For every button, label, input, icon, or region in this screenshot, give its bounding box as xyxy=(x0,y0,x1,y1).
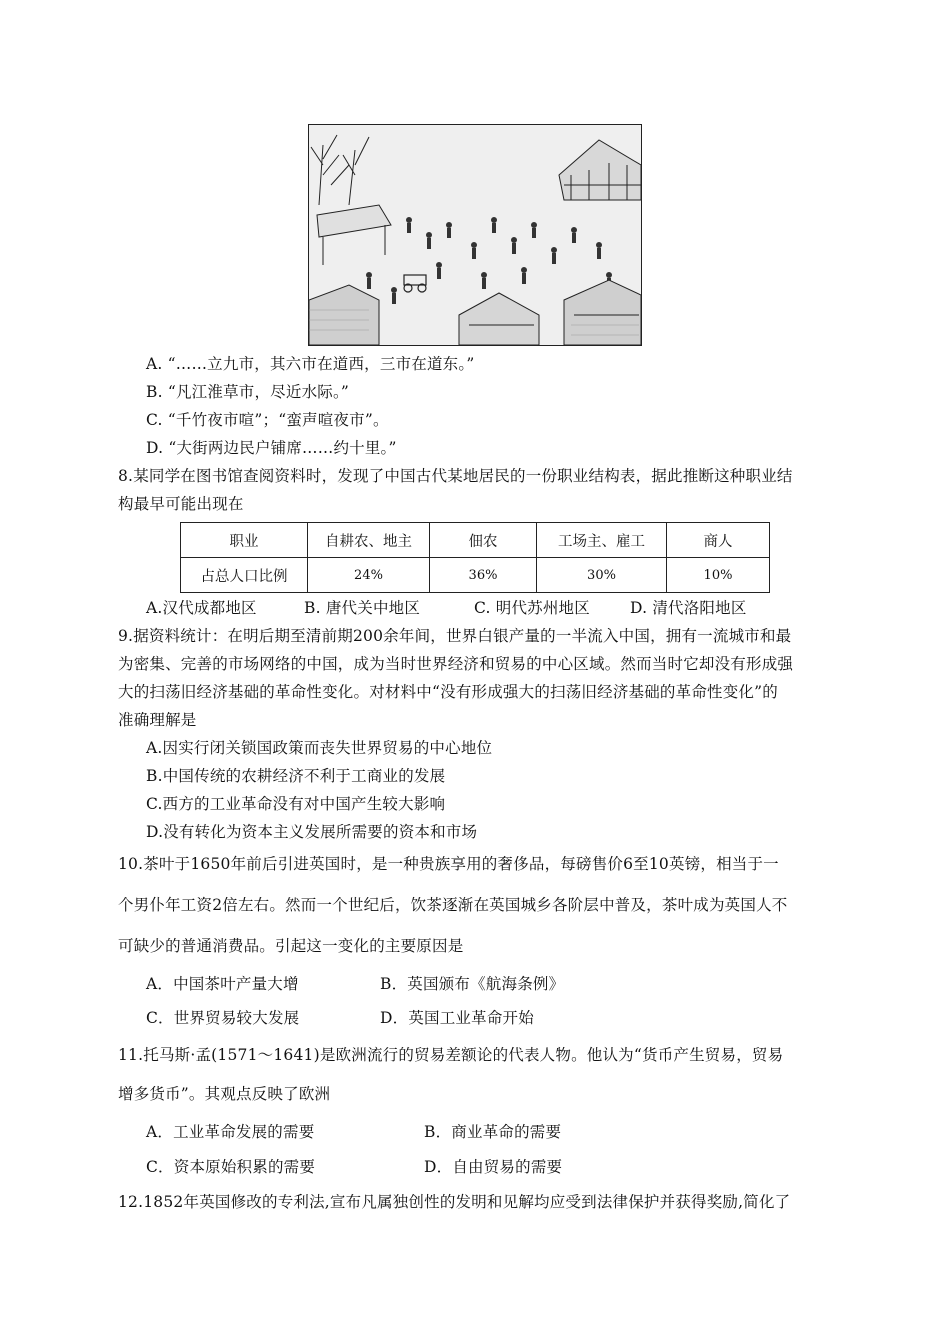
table-header-cell: 佃农 xyxy=(430,523,537,558)
q8-stem-line-2: 构最早可能出现在 xyxy=(118,495,244,513)
table-row xyxy=(181,558,770,593)
table-cell: 24% xyxy=(308,558,430,593)
q10-stem-line-3: 可缺少的普通消费品。引起这一变化的主要原因是 xyxy=(118,937,464,955)
q9-option-c: C.西方的工业革命没有对中国产生较大影响 xyxy=(146,795,446,813)
table-cell: 36% xyxy=(430,558,537,593)
q9-stem-line-3: 大的扫荡旧经济基础的革命性变化。对材料中“没有形成强大的扫荡旧经济基础的革命性变化”的 xyxy=(118,683,778,701)
q11-stem-line-1: 11.托马斯·孟(1571～1641)是欧洲流行的贸易差额论的代表人物。他认为“货币产生贸易，贸易 xyxy=(118,1046,784,1064)
q9-option-d: D.没有转化为资本主义发展所需要的资本和市场 xyxy=(146,823,478,841)
q10-option-b: B．英国颁布《航海条例》 xyxy=(380,975,565,993)
q9-stem-line-1: 9.据资料统计：在明后期至清前期200余年间，世界白银产量的一半流入中国，拥有一流城市和最 xyxy=(118,627,792,645)
table-cell: 30% xyxy=(537,558,667,593)
q10-stem-line-2: 个男仆年工资2倍左右。然而一个世纪后，饮茶逐渐在英国城乡各阶层中普及，茶叶成为英国人不 xyxy=(118,896,788,914)
market-scene-image xyxy=(308,124,642,346)
q11-option-a: A．工业革命发展的需要 xyxy=(146,1123,315,1141)
q7-option-c: C. “千竹夜市喧”；“蛮声喧夜市”。 xyxy=(146,411,389,429)
q10-stem-line-1: 10.茶叶于1650年前后引进英国时，是一种贵族享用的奢侈品，每磅售价6至10英镑，相当于一 xyxy=(118,855,779,873)
q11-option-d: D．自由贸易的需要 xyxy=(424,1158,563,1176)
q11-option-c: C．资本原始积累的需要 xyxy=(146,1158,316,1176)
q8-option-d: D. 清代洛阳地区 xyxy=(630,599,747,617)
q9-stem-line-2: 为密集、完善的市场网络的中国，成为当时世界经济和贸易的中心区域。然而当时它却没有形成强 xyxy=(118,655,794,673)
table-header-cell: 商人 xyxy=(667,523,770,558)
table-header-cell: 职业 xyxy=(181,523,308,558)
table-header-cell: 自耕农、地主 xyxy=(308,523,430,558)
q12-stem-line-1: 12.1852年英国修改的专利法,宣布凡属独创性的发明和见解均应受到法律保护并获得奖励,简化了 xyxy=(118,1193,791,1211)
q11-stem-line-2: 增多货币”。其观点反映了欧洲 xyxy=(118,1085,331,1103)
table-cell: 10% xyxy=(667,558,770,593)
q9-stem-line-4: 准确理解是 xyxy=(118,711,197,729)
occupation-table xyxy=(180,522,770,593)
q7-option-d: D. “大街两边民户铺席……约十里。” xyxy=(146,439,397,457)
table-header-cell: 工场主、雇工 xyxy=(537,523,667,558)
q7-option-a: A. “……立九市，其六市在道西，三市在道东。” xyxy=(146,355,475,373)
table-row-label: 占总人口比例 xyxy=(181,558,308,593)
q8-stem-line-1: 8.某同学在图书馆查阅资料时，发现了中国古代某地居民的一份职业结构表，据此推断这种职业结 xyxy=(118,467,793,485)
market-street-scene-illustration xyxy=(309,125,641,345)
q8-option-c: C. 明代苏州地区 xyxy=(474,599,590,617)
q8-option-b: B. 唐代关中地区 xyxy=(304,599,421,617)
q8-option-a: A.汉代成都地区 xyxy=(146,599,257,617)
q7-option-b: B. “凡江淮草市，尽近水际。” xyxy=(146,383,350,401)
table-row xyxy=(181,523,770,558)
q9-option-b: B.中国传统的农耕经济不利于工商业的发展 xyxy=(146,767,446,785)
q9-option-a: A.因实行闭关锁国政策而丧失世界贸易的中心地位 xyxy=(146,739,493,757)
q10-option-d: D．英国工业革命开始 xyxy=(380,1009,534,1027)
q11-option-b: B．商业革命的需要 xyxy=(424,1123,562,1141)
q10-option-a: A．中国茶叶产量大增 xyxy=(146,975,299,993)
q10-option-c: C．世界贸易较大发展 xyxy=(146,1009,300,1027)
